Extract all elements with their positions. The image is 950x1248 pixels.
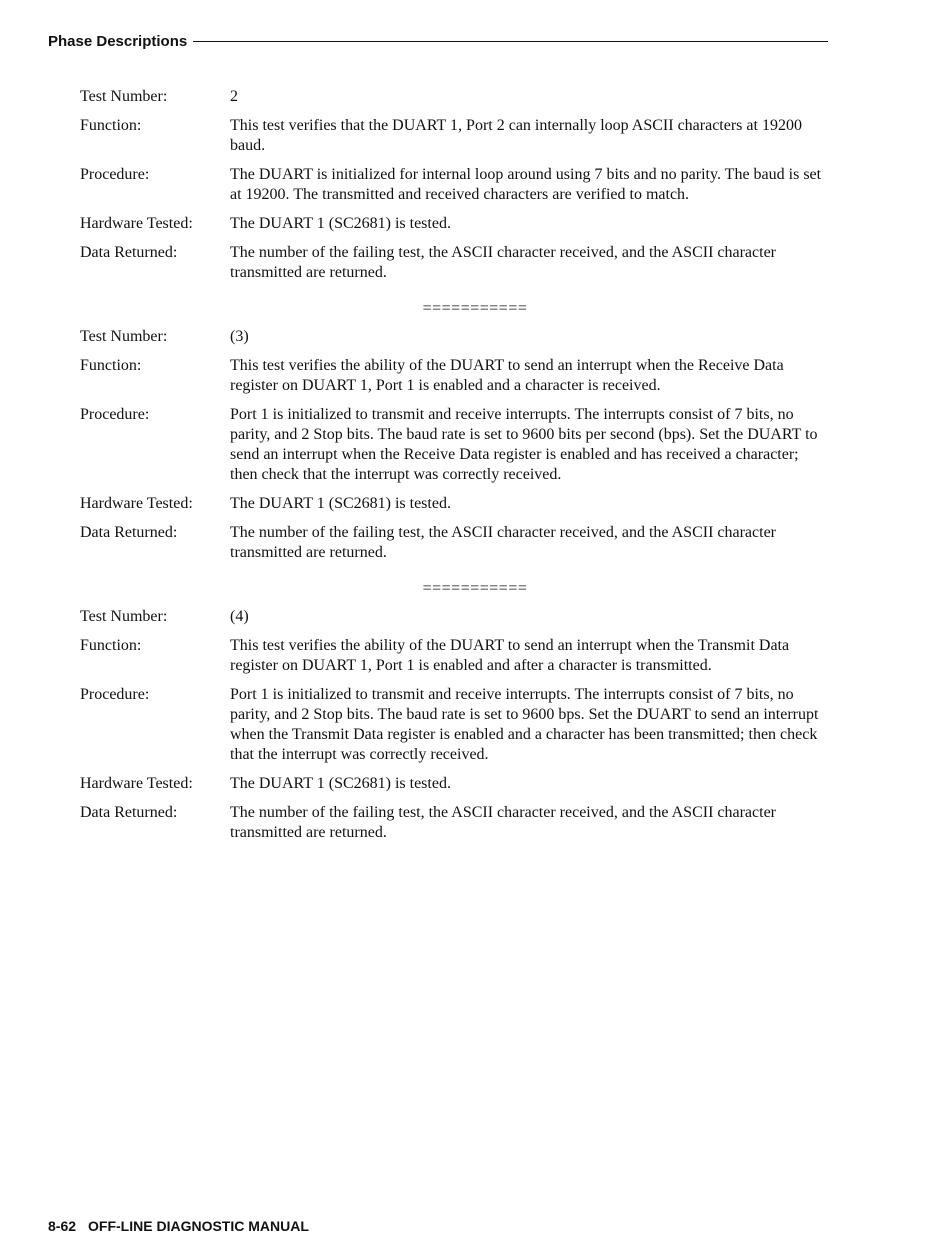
- data-returned-row: [80, 523, 830, 563]
- page-header: [48, 31, 828, 51]
- data-returned-value: The number of the failing test, the ASCII character received, and the ASCII character transmitted are returned.: [230, 244, 776, 281]
- data-returned-row: [80, 803, 830, 843]
- hardware-label: Hardware Tested:: [80, 775, 193, 792]
- procedure-label: Procedure:: [80, 686, 150, 703]
- data-returned-label: Data Returned:: [80, 804, 178, 821]
- section-title: Phase Descriptions: [48, 32, 188, 50]
- function-value: This test verifies that the DUART 1, Port 2 can internally loop ASCII characters at 19200 baud.: [230, 117, 802, 154]
- manual-title: OFF-LINE DIAGNOSTIC MANUAL: [88, 1218, 309, 1234]
- test-number-value: (4): [230, 608, 249, 625]
- test-number-value: (3): [230, 328, 249, 345]
- data-returned-label: Data Returned:: [80, 244, 178, 261]
- function-label: Function:: [80, 117, 142, 134]
- test-block: [80, 327, 830, 563]
- hardware-label: Hardware Tested:: [80, 215, 193, 232]
- hardware-row: [80, 494, 830, 514]
- procedure-value: Port 1 is initialized to transmit and receive interrupts. The interrupts consist of 7 bits, no parity, and 2 Stop bits. The baud rate is set to 9600 bps. Set the DUART to send an interrupt when the Transmit Data register is enabled and a character has been transmitted; then check that the interrupt was correctly received.: [230, 686, 819, 763]
- test-number-label: Test Number:: [80, 608, 168, 625]
- hardware-row: [80, 774, 830, 794]
- function-row: [80, 636, 830, 676]
- procedure-row: [80, 165, 830, 205]
- procedure-value: The DUART is initialized for internal loop around using 7 bits and no parity. The baud is set at 19200. The transmitted and received characters are verified to match.: [230, 166, 822, 203]
- page-content: [80, 87, 830, 852]
- header-rule: [193, 41, 828, 42]
- function-row: [80, 116, 830, 156]
- data-returned-label: Data Returned:: [80, 524, 178, 541]
- test-number-label: Test Number:: [80, 88, 168, 105]
- test-number-value: 2: [230, 88, 238, 105]
- procedure-value: Port 1 is initialized to transmit and receive interrupts. The interrupts consist of 7 bits, no parity, and 2 Stop bits. The baud rate is set to 9600 bits per second (bps). Set the DUART to send an interrupt when the Receive Data register is enabled and has received a character; then check that the interrupt was correctly received.: [230, 406, 818, 483]
- procedure-row: [80, 405, 830, 485]
- test-number-label: Test Number:: [80, 328, 168, 345]
- test-block: [80, 607, 830, 843]
- function-value: This test verifies the ability of the DUART to send an interrupt when the Transmit Data register on DUART 1, Port 1 is enabled and after a character is transmitted.: [230, 637, 790, 674]
- page-footer: [48, 1218, 309, 1234]
- test-block: [80, 87, 830, 283]
- hardware-value: The DUART 1 (SC2681) is tested.: [230, 495, 451, 512]
- function-label: Function:: [80, 357, 142, 374]
- function-row: [80, 356, 830, 396]
- procedure-row: [80, 685, 830, 765]
- data-returned-row: [80, 243, 830, 283]
- separator: ===========: [422, 300, 528, 317]
- data-returned-value: The number of the failing test, the ASCII character received, and the ASCII character transmitted are returned.: [230, 524, 776, 561]
- test-number-row: [80, 607, 830, 627]
- test-number-row: [80, 87, 830, 107]
- function-value: This test verifies the ability of the DUART to send an interrupt when the Receive Data register on DUART 1, Port 1 is enabled and a character is received.: [230, 357, 784, 394]
- procedure-label: Procedure:: [80, 166, 150, 183]
- data-returned-value: The number of the failing test, the ASCII character received, and the ASCII character transmitted are returned.: [230, 804, 776, 841]
- hardware-value: The DUART 1 (SC2681) is tested.: [230, 215, 451, 232]
- function-label: Function:: [80, 637, 142, 654]
- page-number: 8-62: [48, 1218, 77, 1234]
- separator: ===========: [422, 580, 528, 597]
- procedure-label: Procedure:: [80, 406, 150, 423]
- hardware-label: Hardware Tested:: [80, 495, 193, 512]
- hardware-row: [80, 214, 830, 234]
- test-number-row: [80, 327, 830, 347]
- hardware-value: The DUART 1 (SC2681) is tested.: [230, 775, 451, 792]
